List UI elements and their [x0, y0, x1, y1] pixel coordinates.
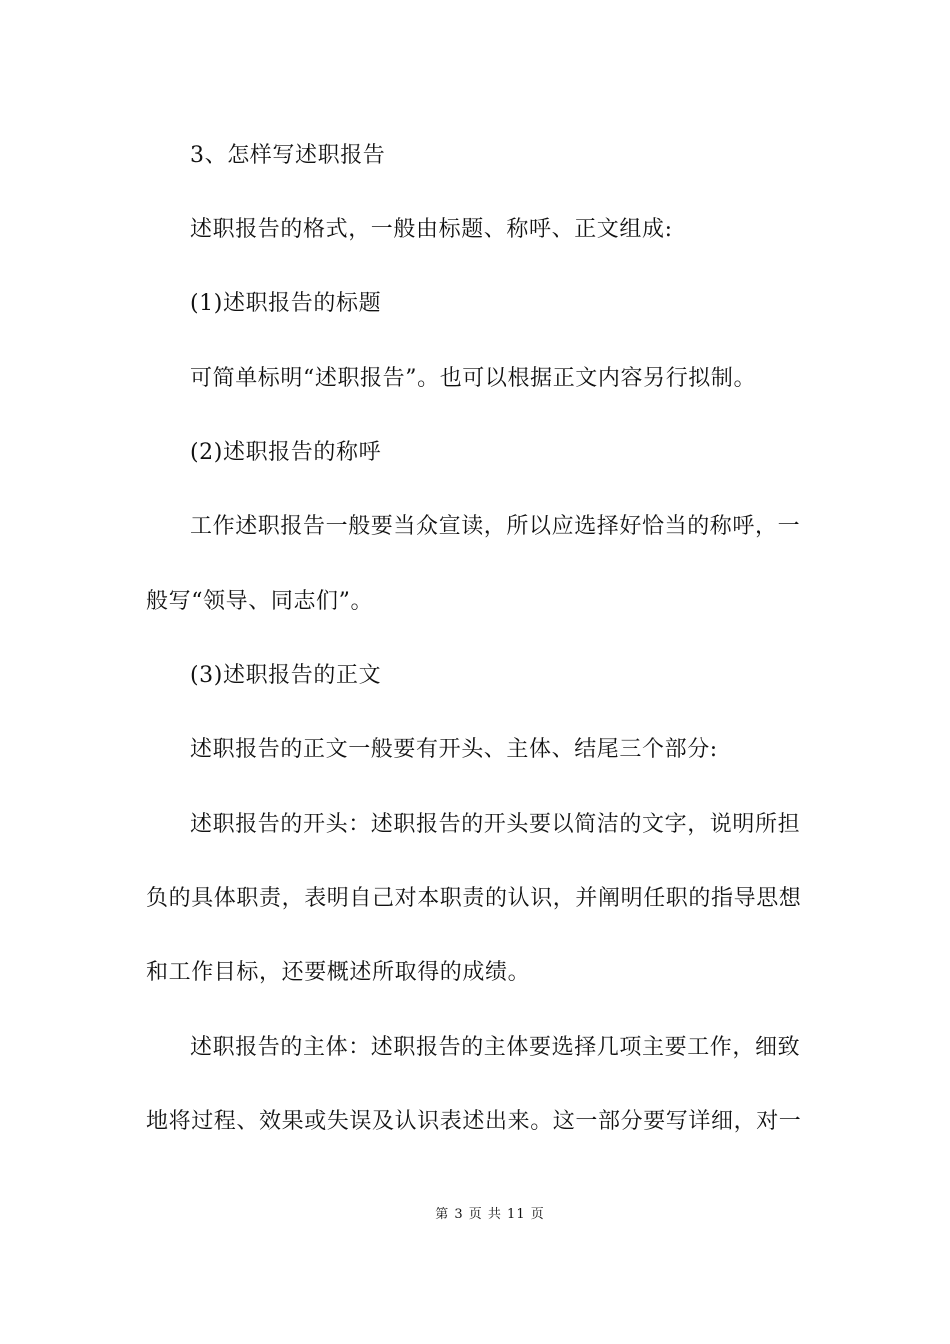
paragraph-format: 述职报告的格式，一般由标题、称呼、正文组成: [190, 217, 673, 242]
paragraph-main-line-1: 述职报告的主体：述职报告的主体要选择几项主要工作，细致 [190, 1035, 801, 1060]
paragraph-opening-line-3: 和工作目标，还要概述所取得的成绩。 [146, 960, 531, 985]
paragraph-opening-line-1: 述职报告的开头：述职报告的开头要以简洁的文字，说明所担 [190, 812, 801, 837]
subheading-body: (3)述职报告的正文 [190, 663, 382, 688]
paragraph-title: 可简单标明“述职报告”。也可以根据正文内容另行拟制。 [190, 366, 757, 391]
paragraph-body-parts: 述职报告的正文一般要有开头、主体、结尾三个部分: [190, 737, 718, 762]
paragraph-opening-line-2: 负的具体职责，表明自己对本职责的认识，并阐明任职的指导思想 [146, 886, 802, 911]
subheading-salutation: (2)述职报告的称呼 [190, 440, 382, 465]
heading-how-to-write: 3、怎样写述职报告 [190, 143, 386, 168]
page-number-footer: 第 3 页 共 11 页 [435, 1207, 545, 1222]
subheading-title: (1)述职报告的标题 [190, 291, 382, 316]
paragraph-salutation-line-2: 般写“领导、同志们”。 [146, 589, 374, 614]
paragraph-salutation-line-1: 工作述职报告一般要当众宣读，所以应选择好恰当的称呼，一 [190, 514, 801, 539]
paragraph-main-line-2: 地将过程、效果或失误及认识表述出来。这一部分要写详细，对一 [146, 1109, 802, 1134]
